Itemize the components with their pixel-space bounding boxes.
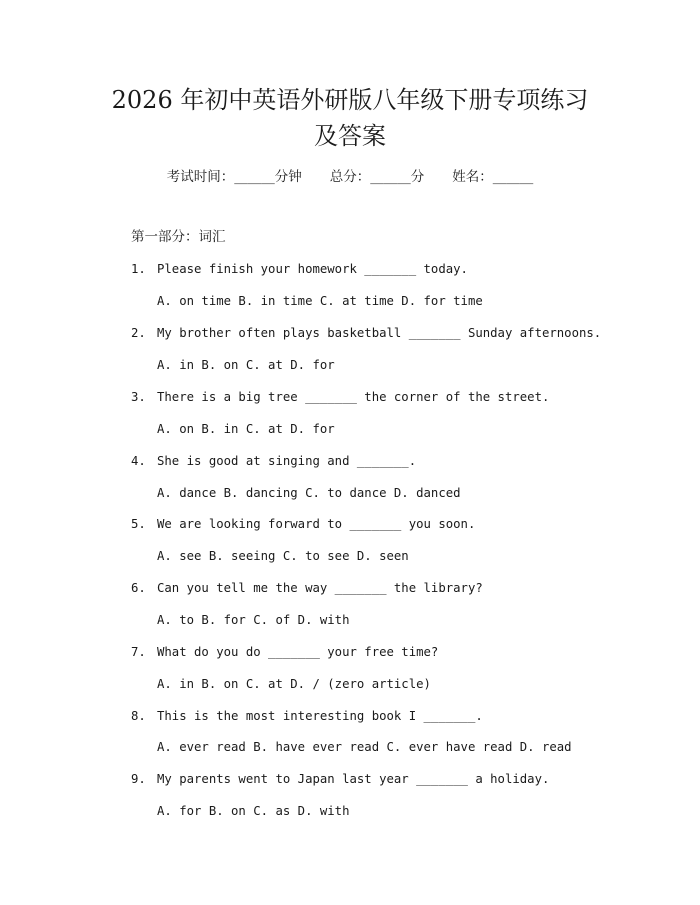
question-text: This is the most interesting book I _______. <box>157 709 483 723</box>
question-2 <box>131 323 601 343</box>
question-text: We are looking forward to _______ you soon. <box>157 517 476 531</box>
question-text: Please finish your homework _______ today. <box>157 262 468 276</box>
question-number: 3. <box>131 390 146 404</box>
question-3 <box>131 387 549 407</box>
exam-info <box>0 166 700 188</box>
question-8 <box>131 706 483 726</box>
question-9-options: A. for B. on C. as D. with <box>157 804 350 818</box>
document-title-line-1: 2026 年初中英语外研版八年级下册专项练习 <box>111 86 589 114</box>
question-1-options: A. on time B. in time C. at time D. for time <box>157 294 483 308</box>
exam-score-field: 总分：______分 <box>329 169 425 185</box>
question-number: 1. <box>131 262 146 276</box>
question-5 <box>131 514 475 534</box>
question-1 <box>131 259 468 279</box>
question-number: 4. <box>131 454 146 468</box>
question-8-options: A. ever read B. have ever read C. ever have read D. read <box>157 740 572 754</box>
question-number: 8. <box>131 709 146 723</box>
question-text: She is good at singing and _______. <box>157 454 417 468</box>
exam-time-field: 考试时间：______分钟 <box>166 169 302 185</box>
question-2-options: A. in B. on C. at D. for <box>157 358 335 372</box>
question-text: What do you do _______ your free time? <box>157 645 439 659</box>
question-5-options: A. see B. seeing C. to see D. seen <box>157 549 409 563</box>
question-number: 2. <box>131 326 146 340</box>
question-7 <box>131 642 438 662</box>
question-number: 7. <box>131 645 146 659</box>
document-title-line-2: 及答案 <box>314 122 386 150</box>
question-7-options: A. in B. on C. at D. / (zero article) <box>157 677 431 691</box>
question-3-options: A. on B. in C. at D. for <box>157 422 335 436</box>
question-text: There is a big tree _______ the corner of the street. <box>157 390 550 404</box>
question-4 <box>131 451 416 471</box>
question-9 <box>131 769 549 789</box>
question-4-options: A. dance B. dancing C. to dance D. danced <box>157 486 461 500</box>
question-text: Can you tell me the way _______ the library? <box>157 581 483 595</box>
question-number: 5. <box>131 517 146 531</box>
question-number: 9. <box>131 772 146 786</box>
question-number: 6. <box>131 581 146 595</box>
question-text: My brother often plays basketball _______ Sunday afternoons. <box>157 326 602 340</box>
question-6-options: A. to B. for C. of D. with <box>157 613 350 627</box>
exam-name-field: 姓名：______ <box>452 169 534 185</box>
section-title: 第一部分：词汇 <box>131 229 226 245</box>
question-6 <box>131 578 483 598</box>
question-text: My parents went to Japan last year _______ a holiday. <box>157 772 550 786</box>
